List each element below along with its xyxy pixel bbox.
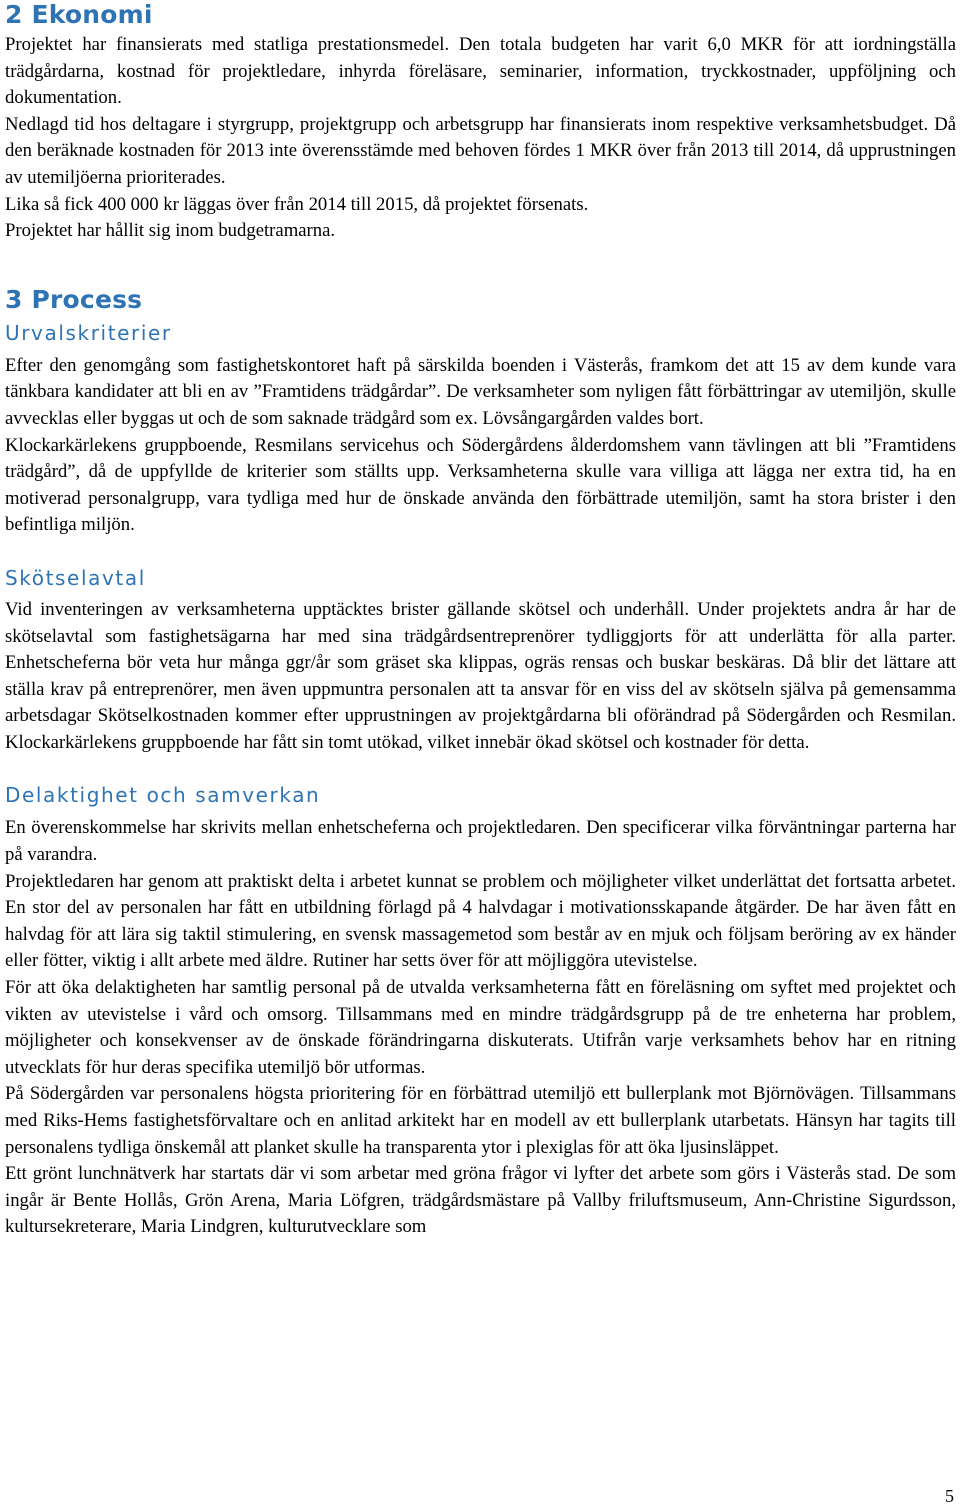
page-number: 5 <box>945 1486 954 1506</box>
paragraph: Vid inventeringen av verksamheterna upptäcktes brister gällande skötsel och underhåll. Under projektets andra år har de skötselavtal som fastighetsägarna har med sina trädgårdsentreprenörer tydliggjorts för att underlätta för alla parter. Enhetscheferna bör veta hur många ggr/år som gräset ska klippas, ogräs rensas och buskar beskäras. Då blir det lättare att ställa krav på entreprenörer, men även uppmuntra personalen att ta ansvar för en viss del av skötseln själva på gemensamma arbetsdagar Skötselkostnaden kommer efter upprustningen av projektgårdarna bli oförändrad på Södergården och Resmilan. Klockarkärlekens gruppboende har fått sin tomt utökad, vilket innebär ökad skötsel och kostnader för detta. <box>5 598 956 753</box>
paragraph: Lika så fick 400 000 kr läggas över från 2014 till 2015, då projektet försenats. <box>5 193 589 215</box>
paragraph: Projektet har hållit sig inom budgetramarna. <box>5 220 336 242</box>
paragraph: En överenskommelse har skrivits mellan enhetscheferna och projektledaren. Den specificerar vilka förväntningar parterna har på varandra. <box>5 817 956 866</box>
section-heading-process: 3 Process <box>5 284 143 314</box>
subheading-urvalskriterier: Urvalskriterier <box>5 320 172 345</box>
paragraph: Ett grönt lunchnätverk har startats där vi som arbetar med gröna frågor vi lyfter det arbete som görs i Västerås stad. De som ingår är Bente Hollås, Grön Arena, Maria Löfgren, trädgårdsmästare på Vallby friluftsmuseum, Ann-Christine Sigurdsson, kultursekreterare, Maria Lindgren, kulturutvecklare som <box>5 1163 956 1238</box>
paragraph: På Södergården var personalens högsta prioritering för en förbättrad utemiljö ett bullerplank mot Björnövägen. Tillsammans med Riks-Hems fastighetsförvaltare och en anlitad arkitekt har en modell av ett bullerplank utarbetats. Hänsyn har tagits till personalens tydliga önskemål att planket skulle ha transparenta ytor i plexiglas för att öka ljusinsläppet. <box>5 1083 956 1158</box>
paragraph: Projektledaren har genom att praktiskt delta i arbetet kunnat se problem och möjligheter vilket underlättat det fortsatta arbetet. En stor del av personalen har fått en utbildning förlagd på 4 halvdagar i motivationsskapande åtgärder. De har även fått en halvdag för att lära sig taktil stimulering, en svensk massagemetod som består av en mjuk och följsam beröring av ex händer eller fötter, viktig i allt arbete med äldre. Rutiner har setts över för att möjliggöra utevistelse. <box>5 870 956 972</box>
paragraph: Klockarkärlekens gruppboende, Resmilans servicehus och Södergårdens ålderdomshem vann tävlingen att bli ”Framtidens trädgård”, då de uppfyllde de kriterier som ställts upp. Verksamheterna skulle vara villiga att lägga ner extra tid, ha en motiverad personalgrupp, vara tydliga med hur de önskade använda den förbättrade utemiljön, samt ha stora brister i den befintliga miljön. <box>5 434 956 536</box>
paragraph: Efter den genomgång som fastighetskontoret haft på särskilda boenden i Västerås, framkom det att 15 av dem kunde vara tänkbara kandidater att bli en av ”Framtidens trädgårdar”. De verksamheter som nyligen fått förbättringar av utemiljön, skulle avvecklas eller byggas ut och de som saknade trädgård som ex. Lövsångargården valdes bort. <box>5 354 956 429</box>
paragraph: Projektet har finansierats med statliga prestationsmedel. Den totala budgeten har varit 6,0 MKR för att iordningställa trädgårdarna, kostnad för projektledare, inhyrda föreläsare, seminarier, information, tryckkostnader, uppföljning och dokumentation. <box>5 34 956 109</box>
section-heading-ekonomi: 2 Ekonomi <box>5 0 153 29</box>
page-content <box>5 0 956 1241</box>
paragraph: Nedlagd tid hos deltagare i styrgrupp, projektgrupp och arbetsgrupp har finansierats inom respektive verksamhetsbudget. Då den beräknade kostnaden för 2013 inte överensstämde med behoven fördes 1 MKR över från 2013 till 2014, då upprustningen av utemiljöerna prioriterades. <box>5 113 956 188</box>
subheading-skotselavtal: Skötselavtal <box>5 565 146 590</box>
subheading-delaktighet-och-samverkan: Delaktighet och samverkan <box>5 783 321 808</box>
paragraph: För att öka delaktigheten har samtlig personal på de utvalda verksamheterna fått en föreläsning om syftet med projektet och vikten av utevistelse i vård och omsorg. Tillsammans med en mindre trädgårdsgrupp på de tre enheterna har problem, möjligheter och konsekvenser av de önskade förändringarna diskuterats. Utifrån varje verksamhets behov har en ritning utvecklats för hur deras specifika utemiljö bör utformas. <box>5 977 956 1078</box>
